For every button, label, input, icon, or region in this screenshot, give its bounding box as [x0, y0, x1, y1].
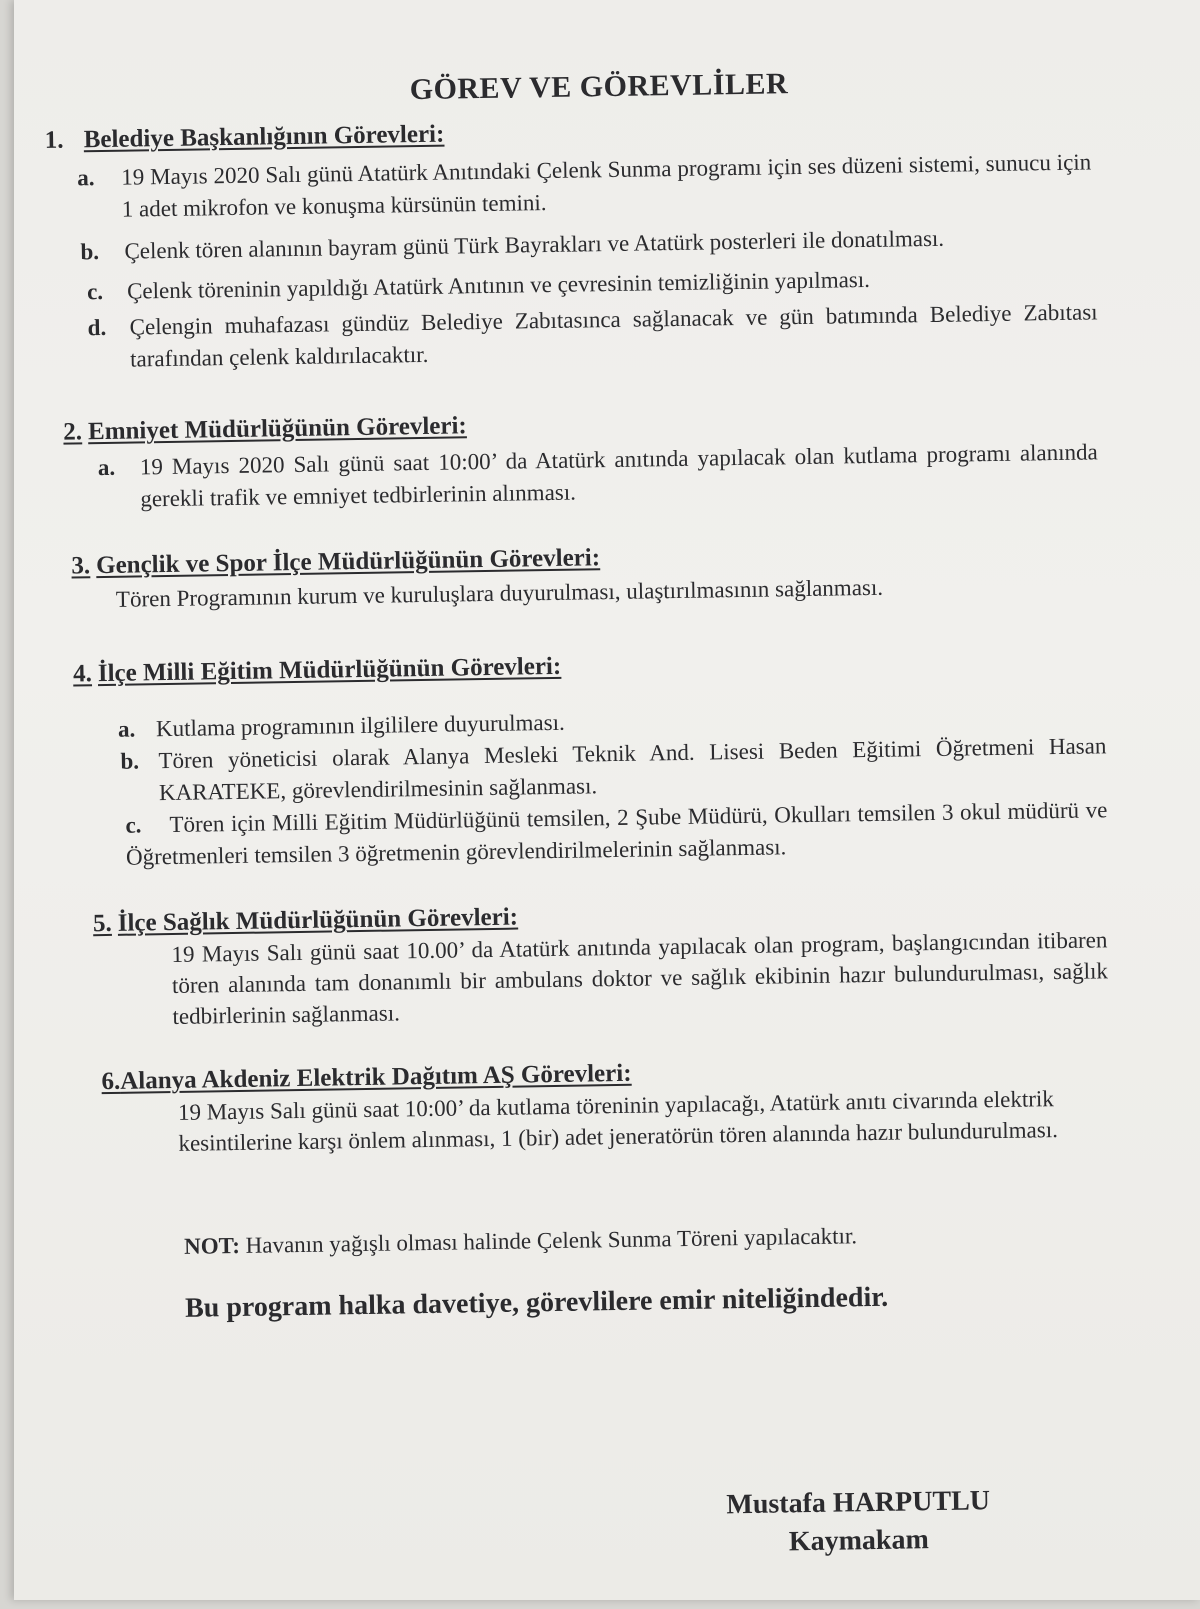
list-item: [80, 220, 1094, 267]
item-text: Tören yöneticisi olarak Alanya Mesleki Teknik And. Lisesi Beden Eğitimi Öğretmeni Hasan KARATEKE, görevlendirilmesinin sağlanması.: [158, 733, 1107, 806]
item-label: a.: [97, 454, 116, 481]
section-number: 4.: [72, 660, 93, 688]
section-title: Gençlik ve Spor İlçe Müdürlüğünün Görevleri:: [95, 544, 601, 580]
note: [184, 1217, 1084, 1263]
signature-title: Kaymakam: [788, 1524, 930, 1558]
item-label: a.: [77, 165, 95, 191]
document-title: GÖREV VE GÖREVLİLER: [409, 67, 789, 107]
signature-block: [688, 1482, 1029, 1563]
list-item: [77, 146, 1092, 225]
item-text: Çelenk tören alanının bayram günü Türk Bayrakları ve Atatürk posterleri ile donatılması.: [124, 225, 945, 264]
section-elektrik: [21, 1049, 1200, 1162]
section-emniyet: [11, 399, 1198, 518]
item-text: Çelengin muhafazası gündüz Belediye Zabıtasınca sağlanacak ve gün batımında Belediye Zabıtası tarafından çelenk kaldırılacaktır.: [129, 299, 1098, 372]
item-text: Tören için Milli Eğitim Müdürlüğünü temsilen, 2 Şube Müdürü, Okulları temsilen 3 okul müdürü ve Öğretmenleri temsilen 3 öğretmenin görevlendirilmelerinin sağlanması.: [125, 797, 1108, 870]
section-milli-egitim: [15, 641, 1200, 876]
item-text: Kutlama programının ilgililere duyurulması.: [155, 709, 565, 742]
document-page: [5, 0, 1200, 1609]
section-number: 2.: [63, 418, 83, 446]
note-label: NOT:: [183, 1232, 241, 1259]
section-title: Alanya Akdeniz Elektrik Dağıtım AŞ Görevleri:: [120, 1059, 632, 1095]
section-number: 5.: [92, 909, 112, 938]
list-item: [97, 436, 1099, 515]
item-label: c.: [125, 812, 142, 838]
section-title: İlçe Sağlık Müdürlüğünün Görevleri:: [117, 903, 519, 937]
section-heading: [73, 641, 1200, 691]
section-genclik-spor: [13, 533, 1200, 617]
item-label: b.: [120, 748, 140, 774]
list-item: [87, 296, 1098, 375]
section-text: 19 Mayıs Salı günü saat 10.00’ da Atatürk anıtında yapılacak olan program, başlangıcından itibaren tören alanında tam donanımlı bir ambulans doktor ve sağlık ekibinin hazır bulundurulması, sağlık tedbirlerinin sağlanması.: [171, 927, 1109, 1029]
section-number: 1.: [44, 126, 64, 154]
section-belediye: [6, 107, 1196, 378]
section-text: Tören Programının kurum ve kuruluşlara duyurulması, ulaştırılmasının sağlanması.: [115, 574, 884, 612]
section-title: Emniyet Müdürlüğünün Görevleri:: [87, 412, 467, 446]
section-saglik: [19, 891, 1200, 1035]
closing-statement: Bu program halka davetiye, görevlilere emir niteliğindedir.: [184, 1281, 889, 1324]
signature-name: Mustafa HARPUTLU: [726, 1485, 991, 1521]
section-title: Belediye Başkanlığının Görevleri:: [83, 120, 445, 154]
item-label: a.: [117, 716, 136, 742]
item-label: c.: [86, 278, 104, 305]
section-title: İlçe Milli Eğitim Müdürlüğünün Görevleri:: [97, 652, 562, 688]
item-text: Çelenk töreninin yapıldığı Atatürk Anıtının ve çevresinin temizliğinin yapılması.: [126, 266, 871, 304]
item-text: 19 Mayıs 2020 Salı günü saat 10:00’ da Atatürk anıtında yapılacak olan kutlama programı alanında gerekli trafik ve emniyet tedbirlerinin alınması.: [139, 439, 1098, 512]
document-paper: [14, 0, 1200, 1600]
item-label: d.: [87, 314, 107, 341]
item-label: b.: [80, 239, 100, 265]
item-text: 19 Mayıs 2020 Salı günü Atatürk Anıtındaki Çelenk Sunma programı için ses düzeni sistemi, sunucu için 1 adet mikrofon ve konuşma kürsünün temini.: [121, 149, 1092, 222]
section-number: 6.: [101, 1067, 121, 1096]
note-text: Havanın yağışlı olması halinde Çelenk Sunma Töreni yapılacaktır.: [245, 1223, 858, 1258]
section-text: 19 Mayıs Salı günü saat 10:00’ da kutlama töreninin yapılacağı, Atatürk anıtı civarında elektrik kesintilerine karşı önlem alınması, 1 (bir) adet jeneratörün tören alanında hazır bulundurulması.: [177, 1086, 1059, 1156]
section-number: 3.: [71, 552, 91, 580]
